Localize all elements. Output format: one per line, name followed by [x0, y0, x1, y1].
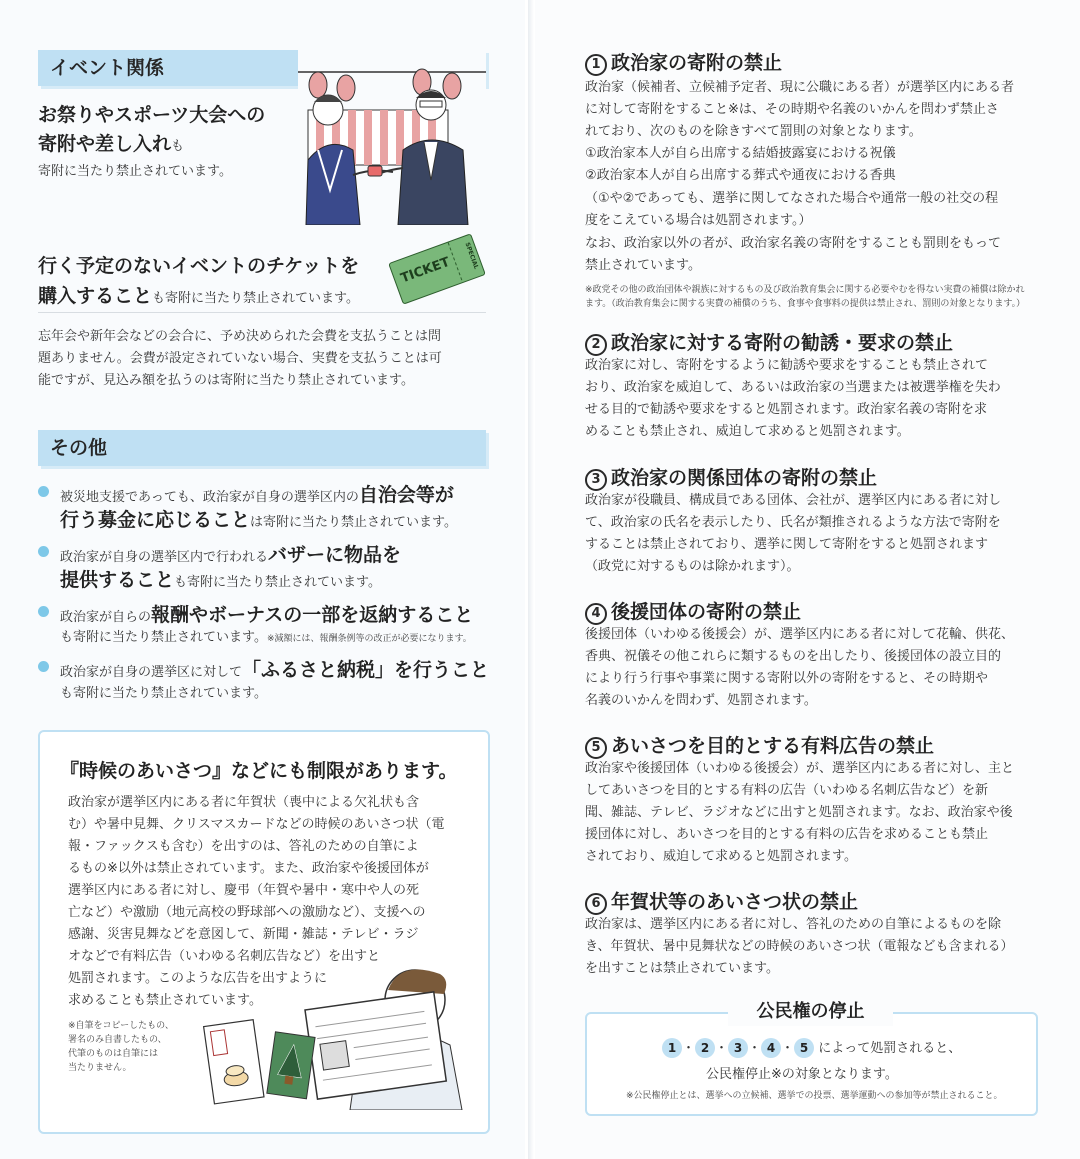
civil-num-chip: 2 — [695, 1038, 715, 1058]
section-2-header — [585, 328, 953, 356]
section-4-number: 4 — [585, 603, 607, 625]
bullet-3-note: ※減額には、報酬条例等の改正が必要になります。 — [266, 634, 472, 644]
ticket-line-2 — [38, 281, 359, 308]
ticket-label: TICKET — [398, 254, 452, 287]
section-1-title: 政治家の寄附の禁止 — [611, 52, 783, 74]
section-6-number: 6 — [585, 893, 607, 915]
civil-num-chip: 1 — [662, 1038, 682, 1058]
section-2-title: 政治家に対する寄附の勧誘・要求の禁止 — [611, 332, 954, 354]
section-6-line: を出すことは禁止されています。 — [585, 961, 779, 976]
civil-rights-title: 公民権の停止 — [756, 1001, 865, 1022]
greeting-line: るもの※以外は禁止されています。また、政治家や後援団体が — [68, 861, 429, 876]
section-5-line: 聞、雑誌、テレビ、ラジオなどに出すと処罰されます。なお、政治家や後 — [585, 805, 1013, 820]
section-1-line: に対して寄附をすること※は、その時期や名義のいかんを問わず禁止さ — [585, 102, 999, 117]
civil-rights-line-1: 1 ・ 2 ・ 3 ・ 4 ・ 5 によって処罰されると、 — [662, 1037, 961, 1058]
section-3-line: 政治家が役職員、構成員である団体、会社が、選挙区内にある者に対し — [585, 493, 1002, 508]
festival-tail: も — [171, 139, 185, 154]
greeting-line: 報・ファックスも含む）を出すのは、答礼のための自筆によ — [68, 839, 419, 854]
civil-rights-line-2: 公民権停止※の対象となります。 — [706, 1067, 898, 1082]
bullet-4-emphasis: 「ふるさと納税」を行うこと — [242, 659, 490, 681]
bullet-4-line-2: も寄附に当たり禁止されています。 — [60, 686, 267, 701]
ticket-emphasis: 購入すること — [38, 285, 153, 307]
civil-rights-title-plate — [728, 998, 893, 1026]
section-5-line: 援団体に対し、あいさつを目的とする有料の広告を求めることも禁止 — [585, 827, 989, 842]
section-1-line: なお、政治家以外の者が、政治家名義の寄附をすることも罰則をもって — [585, 236, 1002, 251]
bullet-1-emphasis-a: 自治会等が — [358, 484, 454, 506]
civil-num-chip: 3 — [728, 1038, 748, 1058]
civil-num-chip: 4 — [761, 1038, 781, 1058]
section-2-number: 2 — [585, 334, 607, 356]
section-1-number: 1 — [585, 54, 607, 76]
ticket-perforation — [448, 242, 463, 280]
section-5-number: 5 — [585, 737, 607, 759]
section-2-line: 政治家に対し、寄附をするように勧誘や要求をすることも禁止されて — [585, 358, 989, 373]
section-5-title: あいさつを目的とする有料広告の禁止 — [611, 735, 935, 757]
greeting-line: 選挙区内にある者に対し、慶弔（年賀や暑中・寒中や人の死 — [68, 883, 420, 898]
greeting-line: 感謝、災害見舞などを意図して、新聞・雑誌・テレビ・ラジ — [68, 927, 419, 942]
greeting-title: 『時候のあいさつ』などにも制限があります。 — [60, 760, 458, 782]
festival-gift-illustration — [298, 50, 486, 225]
greeting-line: 政治家が選挙区内にある者に年賀状（喪中による欠礼状も含 — [68, 795, 420, 810]
section-4-line: 名義のいかんを問わず、処罰されます。 — [585, 693, 817, 708]
section-1-line: 禁止されています。 — [585, 258, 701, 273]
newspaper-greeting-card-illustration — [200, 960, 470, 1110]
other-section-header — [38, 430, 486, 466]
civil-rights-line-1-tail: によって処罰されると、 — [818, 1041, 962, 1056]
section-4-title: 後援団体の寄附の禁止 — [611, 601, 802, 623]
bullet-1-emphasis-b: 行う募金に応じること — [60, 509, 251, 531]
bullet-dot — [38, 486, 49, 497]
section-1-header — [585, 48, 782, 76]
section-3-line: て、政治家の氏名を表示したり、氏名が類推されるような方法で寄附を — [585, 515, 1001, 530]
section-1-line: ①政治家本人が自ら出席する結婚披露宴における祝儀 — [585, 146, 896, 161]
section-5-line: されており、威迫して求めると処罰されます。 — [585, 849, 857, 864]
bullet-3-line-1 — [60, 600, 473, 627]
section-1-line: （①や②であっても、選挙に関してなされた場合や通常一般の社交の程 — [585, 191, 999, 206]
bullet-4-line-1 — [60, 655, 489, 682]
section-4-header — [585, 597, 801, 625]
greeting-note-line: 署名のみ自書したもの、 — [68, 1035, 167, 1045]
ticket-line-1: 行く予定のないイベントのチケットを — [38, 255, 360, 277]
greeting-line: 亡など）や激励（地元高校の野球部への激励など）、支援への — [68, 905, 426, 920]
civil-num-chip: 5 — [794, 1038, 814, 1058]
party-line-3: 能ですが、見込み額を払うのは寄附に当たり禁止されています。 — [38, 373, 414, 388]
greeting-note-line: 当たりません。 — [68, 1063, 132, 1073]
festival-line-2 — [38, 129, 184, 156]
section-5-line: 政治家や後援団体（いわゆる後援会）が、選挙区内にある者に対し、主と — [585, 761, 1015, 776]
bullet-3-line-2 — [60, 626, 472, 645]
section-3-header — [585, 463, 877, 491]
section-4-line: 後援団体（いわゆる後援会）が、選挙区内にある者に対して花輪、供花、 — [585, 627, 1015, 642]
bullet-2-emphasis-b: 提供すること — [60, 569, 175, 591]
section-6-title: 年賀状等のあいさつ状の禁止 — [611, 891, 859, 913]
bullet-3-emphasis: 報酬やボーナスの一部を返納すること — [151, 604, 474, 626]
bullet-1-line-2 — [60, 505, 457, 532]
bullet-3-tail: も寄附に当たり禁止されています。 — [60, 630, 267, 645]
bullet-2-tail: も寄附に当たり禁止されています。 — [174, 575, 381, 590]
bullet-4-text-a: 政治家が自身の選挙区に対して — [60, 665, 243, 680]
section-3-title: 政治家の関係団体の寄附の禁止 — [611, 467, 878, 489]
section-4-line: 香典、祝儀その他これらに類するものを出したり、後援団体の設立目的 — [585, 649, 1002, 664]
other-section-title: その他 — [50, 437, 108, 459]
bullet-2-line-1 — [60, 540, 401, 567]
section-2-line: めることも禁止され、威迫して求めると処罰されます。 — [585, 424, 910, 439]
greeting-line: オなどで有料広告（いわゆる名刺広告など）を出すと — [68, 949, 381, 964]
section-5-line: してあいさつを目的とする有料の広告（いわゆる名刺広告など）を新 — [585, 783, 989, 798]
ticket-stub-label: SPECIAL — [463, 241, 480, 271]
bullet-2-emphasis-a: バザーに物品を — [268, 544, 402, 566]
party-line-2: 題ありません。会費が設定されていない場合、実費を支払うことは可 — [38, 351, 442, 366]
section-6-header — [585, 887, 858, 915]
bullet-2-line-2 — [60, 565, 381, 592]
section-6-line: 政治家は、選挙区内にある者に対し、答礼のための自筆によるものを除 — [585, 917, 1002, 932]
section-1-line: ②政治家本人が自ら出席する葬式や通夜における香典 — [585, 168, 896, 183]
bullet-3-text-a: 政治家が自らの — [60, 610, 152, 625]
section-3-number: 3 — [585, 469, 607, 491]
greeting-note-line: ※自筆をコピーしたもの、 — [68, 1021, 174, 1031]
section-1-line: 度をこえている場合は処罰されます。） — [585, 213, 812, 228]
bullet-1-line-1 — [60, 480, 454, 507]
festival-line-1: お祭りやスポーツ大会への — [38, 104, 266, 126]
section-1-note: ます。（政治教育集会に関する実費の補償のうち、食事や食事料の提供は禁止され、罰則の対象となります。） — [585, 299, 1026, 309]
section-3-line: することは禁止されており、選挙に関して寄附をすると処罰されます — [585, 537, 989, 552]
section-1-line: れており、次のものを除きすべて罰則の対象となります。 — [585, 124, 922, 139]
bullet-2-text-a: 政治家が自身の選挙区内で行われる — [60, 550, 269, 565]
event-divider — [38, 312, 486, 313]
event-section-title: イベント関係 — [50, 57, 165, 79]
section-2-line: おり、政治家を威迫して、あるいは政治家の当選または被選挙権を失わ — [585, 380, 1001, 395]
bullet-1-text-a: 被災地支援であっても、政治家が自身の選挙区内の — [60, 490, 359, 505]
page-fold — [528, 0, 534, 1159]
section-1-note: ※政党その他の政治団体や親族に対するもの及び政治教育集会に関する必要やむを得ない実費の補償は除かれ — [585, 285, 1025, 295]
section-6-line: き、年賀状、暑中見舞状などの時候のあいさつ状（電報なども含まれる） — [585, 939, 1014, 954]
party-line-1: 忘年会や新年会などの会合に、予め決められた会費を支払うことは問 — [38, 329, 442, 344]
section-3-line: （政党に対するものは除かれます）。 — [585, 559, 800, 574]
bullet-dot — [38, 606, 49, 617]
section-1-line: 政治家（候補者、立候補予定者、現に公職にある者）が選挙区内にある者 — [585, 80, 1015, 95]
bullet-dot — [38, 661, 49, 672]
greeting-line: 求めることも禁止されています。 — [68, 993, 262, 1008]
festival-emphasis: 寄附や差し入れ — [38, 133, 172, 155]
bullet-dot — [38, 546, 49, 557]
greeting-line: 処罰されます。このような広告を出すように — [68, 971, 327, 986]
civil-rights-note: ※公民権停止とは、選挙への立候補、選挙での投票、選挙運動への参加等が禁止されること。 — [626, 1091, 1003, 1101]
section-4-line: により行う行事や事業に関する寄附以外の寄附をすると、その時期や — [585, 671, 989, 686]
greeting-line: む）や暑中見舞、クリスマスカードなどの時候のあいさつ状（電 — [68, 817, 445, 832]
festival-line-3: 寄附に当たり禁止されています。 — [38, 164, 232, 179]
bullet-1-tail: は寄附に当たり禁止されています。 — [250, 515, 457, 530]
ticket-tail: も寄附に当たり禁止されています。 — [152, 291, 359, 306]
section-2-line: せる目的で勧誘や要求をすると処罰されます。政治家名義の寄附を求 — [585, 402, 987, 417]
section-5-header — [585, 731, 934, 759]
greeting-note-line: 代筆のものは自筆には — [68, 1049, 159, 1059]
